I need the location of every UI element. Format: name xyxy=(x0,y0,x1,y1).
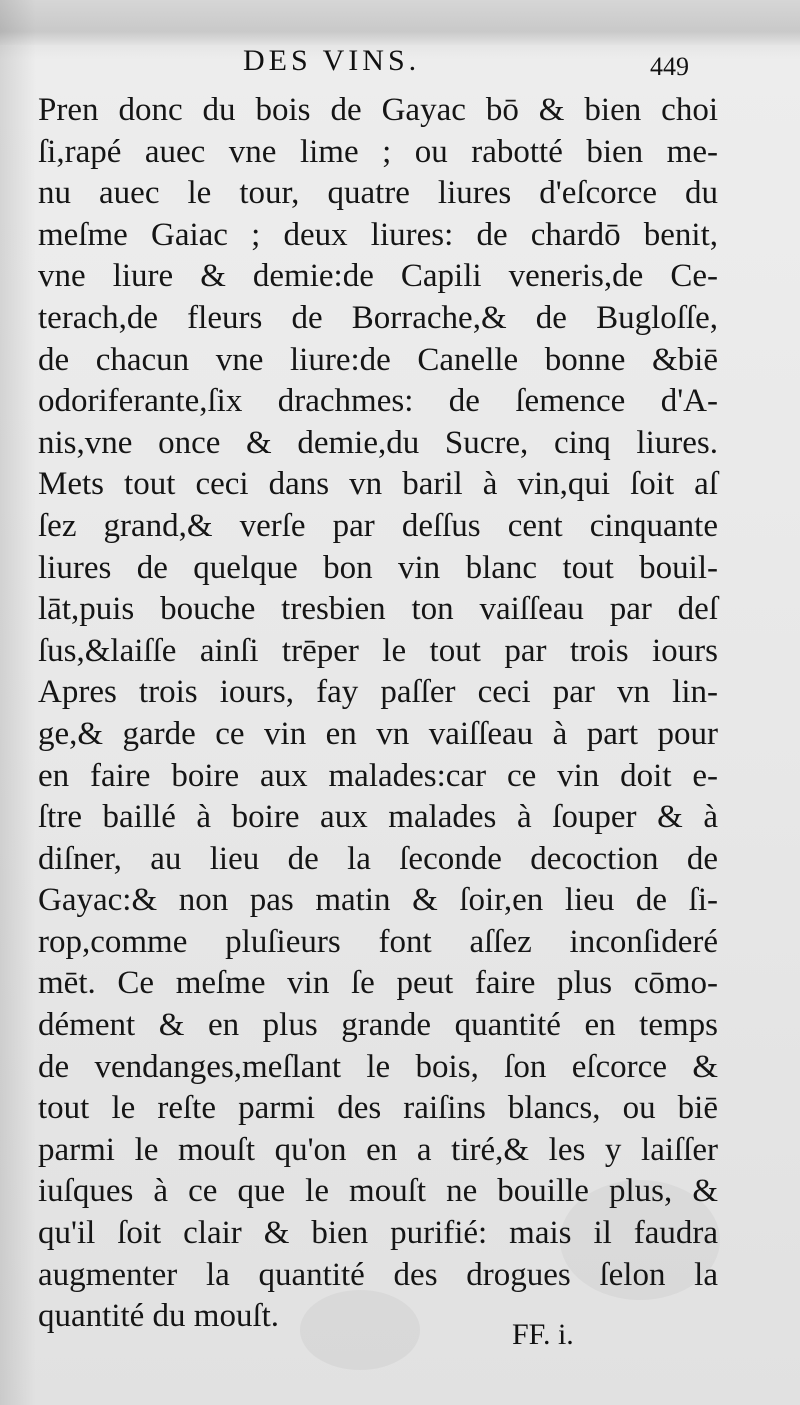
text-line: en faire boire aux malades:car ce vin doit e- xyxy=(38,757,718,794)
text-line: Mets tout ceci dans vn baril à vin,qui ſoit aſ xyxy=(38,466,718,503)
text-line: augmenter la quantité des drogues ſelon la xyxy=(38,1256,718,1293)
text-line: ſez grand,& verſe par deſſus cent cinquante xyxy=(38,507,718,544)
text-line: diſner, au lieu de la ſeconde decoction de xyxy=(38,840,718,877)
text-line: Apres trois iours, fay paſſer ceci par vn lin- xyxy=(38,674,718,711)
text-line: mēt. Ce meſme vin ſe peut faire plus cōmo- xyxy=(38,965,718,1002)
text-line: rop,comme pluſieurs font aſſez inconſideré xyxy=(38,923,718,960)
text-line: ſus,&laiſſe ainſi trēper le tout par trois iours xyxy=(38,632,718,669)
text-line: nis,vne once & demie,du Sucre, cinq liures. xyxy=(38,424,718,461)
text-line: de chacun vne liure:de Canelle bonne &biē xyxy=(38,341,718,378)
text-line: terach,de fleurs de Borrache,& de Bugloſſe, xyxy=(38,299,718,336)
page-number: 449 xyxy=(650,52,689,81)
text-line: liures de quelque bon vin blanc tout bouil- xyxy=(38,549,718,586)
body-text xyxy=(38,90,718,1338)
text-line: odoriferante,ſix drachmes: de ſemence d'A- xyxy=(38,383,718,420)
text-line: parmi le mouſt qu'on en a tiré,& les y laiſſer xyxy=(38,1131,718,1168)
signature-mark: FF. i. xyxy=(512,1318,574,1351)
text-line: quantité du mouſt. xyxy=(38,1298,280,1335)
text-line: meſme Gaiac ; deux liures: de chardō benit, xyxy=(38,216,718,253)
text-line: nu auec le tour, quatre liures d'eſcorce du xyxy=(38,175,718,212)
page-top-edge xyxy=(0,0,800,45)
running-head: DES VINS. xyxy=(243,44,421,77)
text-line: ge,& garde ce vin en vn vaiſſeau à part pour xyxy=(38,715,718,752)
text-line: vne liure & demie:de Capili veneris,de Ce- xyxy=(38,258,718,295)
text-line: lāt,puis bouche tresbien ton vaiſſeau par deſ xyxy=(38,591,718,628)
text-line: iuſques à ce que le mouſt ne bouille plus, & xyxy=(38,1173,718,1210)
text-line: dément & en plus grande quantité en temps xyxy=(38,1007,718,1044)
text-line: ſi,rapé auec vne lime ; ou rabotté bien me- xyxy=(38,133,718,170)
gutter-shadow xyxy=(0,0,36,1405)
text-line: Pren donc du bois de Gayac bō & bien choi xyxy=(38,92,718,128)
text-line: de vendanges,meſlant le bois, ſon eſcorce & xyxy=(38,1048,718,1085)
text-line: tout le reſte parmi des raiſins blancs, ou biē xyxy=(38,1090,718,1127)
text-line: qu'il ſoit clair & bien purifié: mais il faudra xyxy=(38,1215,718,1252)
text-line: Gayac:& non pas matin & ſoir,en lieu de ſi- xyxy=(38,882,718,919)
text-line: ſtre baillé à boire aux malades à ſouper & à xyxy=(38,799,718,836)
